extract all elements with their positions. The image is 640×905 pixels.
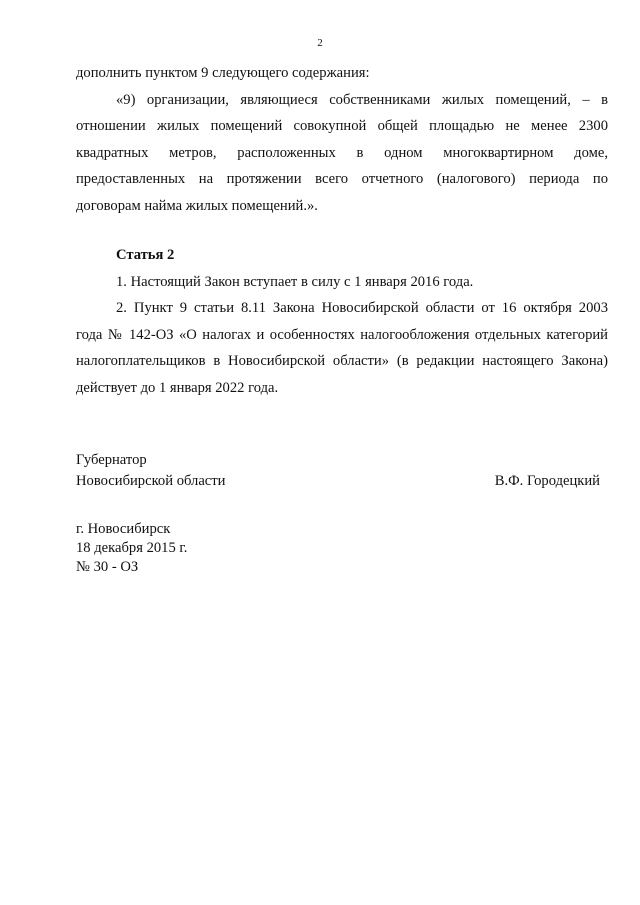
signature-title: Губернатор xyxy=(76,452,147,468)
signature-region: Новосибирской области xyxy=(76,473,226,489)
text-line: 2. Пункт 9 статьи 8.11 Закона Новосибирской области от 16 октября 2003 xyxy=(116,300,608,317)
text-line: договорам найма жилых помещений.». xyxy=(76,197,318,214)
text-line: налогоплательщиков в Новосибирской области» (в редакции настоящего Закона) xyxy=(76,353,608,370)
article-heading: Статья 2 xyxy=(116,247,175,263)
text-line: года № 142-ОЗ «О налогах и особенностях налогообложения отдельных категорий xyxy=(76,326,608,343)
article-2-section xyxy=(76,242,608,402)
text-line: «9) организации, являющиеся собственниками жилых помещений, – в xyxy=(116,91,608,108)
amendment-text xyxy=(76,60,608,220)
footer-date: 18 декабря 2015 г. xyxy=(76,540,188,556)
text-line: дополнить пунктом 9 следующего содержания: xyxy=(76,65,370,81)
page-number: 2 xyxy=(317,37,323,49)
footer-block xyxy=(76,520,608,577)
signature-title-row xyxy=(76,450,608,471)
text-line: предоставленных на протяжении всего отчетного (налогового) периода по xyxy=(76,171,608,188)
text-line: 1. Настоящий Закон вступает в силу с 1 января 2016 года. xyxy=(116,273,474,290)
text-line: квадратных метров, расположенных в одном многоквартирном доме, xyxy=(76,144,608,161)
signatory-name: В.Ф. Городецкий xyxy=(494,473,600,489)
footer-city: г. Новосибирск xyxy=(76,521,171,537)
text-line: отношении жилых помещений совокупной общей площадью не менее 2300 xyxy=(76,118,608,135)
signature-region-row xyxy=(76,471,608,492)
signature-block xyxy=(76,450,608,492)
footer-law-number: № 30 - ОЗ xyxy=(76,559,139,575)
text-line: действует до 1 января 2022 года. xyxy=(76,379,279,396)
